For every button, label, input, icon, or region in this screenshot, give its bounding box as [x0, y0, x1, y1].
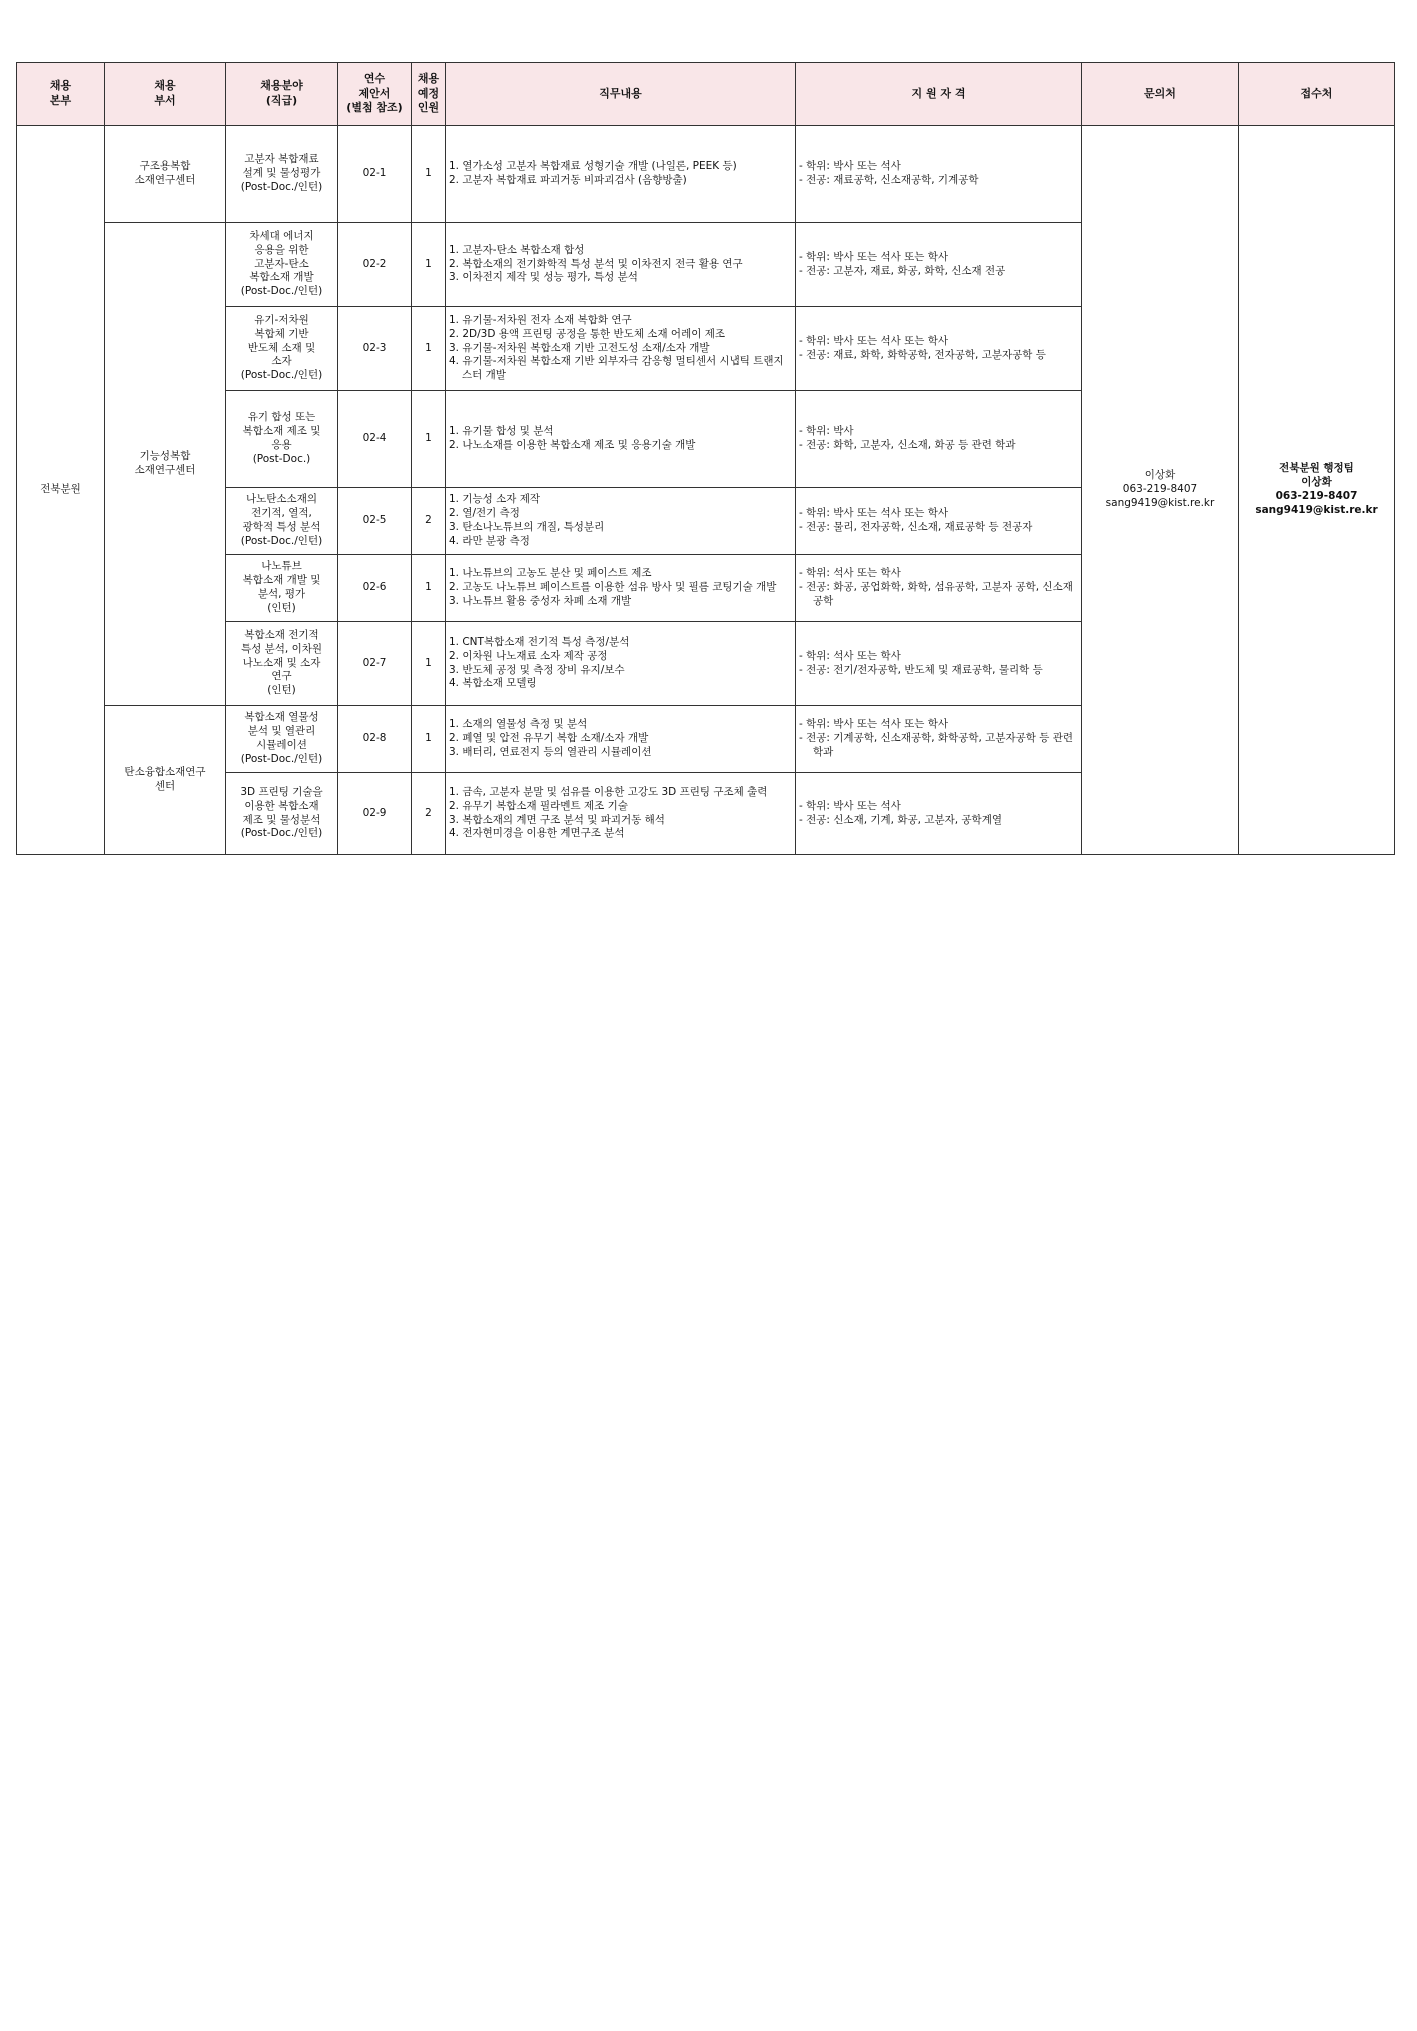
- duties-cell: 1. 나노튜브의 고농도 분산 및 페이스트 제조 2. 고농도 나노튜브 페이스트를 이용한 섬유 방사 및 필름 코팅기술 개발 3. 나노튜브 활용 중성자 차폐 소재 개발: [446, 555, 796, 622]
- count-cell: 1: [412, 555, 446, 622]
- field-cell: 유기 합성 또는 복합소재 제조 및 응용 (Post-Doc.): [226, 391, 338, 488]
- field-cell: 복합소재 전기적 특성 분석, 이차원 나노소재 및 소자 연구 (인턴): [226, 622, 338, 706]
- duties-cell: 1. 유기물 합성 및 분석 2. 나노소재를 이용한 복합소재 제조 및 응용기술 개발: [446, 391, 796, 488]
- department-cell: 탄소융합소재연구 센터: [105, 706, 226, 855]
- header-headcount: 채용 예정 인원: [412, 63, 446, 126]
- field-cell: 나노튜브 복합소재 개발 및 분석, 평가 (인턴): [226, 555, 338, 622]
- field-cell: 나노탄소소재의 전기적, 열적, 광학적 특성 분석 (Post-Doc./인턴): [226, 488, 338, 555]
- qualifications-cell: - 학위: 박사 또는 석사 또는 학사 - 전공: 재료, 화학, 화학공학, 전자공학, 고분자공학 등: [796, 307, 1082, 391]
- header-row: [17, 63, 1395, 126]
- field-cell: 고분자 복합재료 설계 및 물성평가 (Post-Doc./인턴): [226, 126, 338, 223]
- header-duties: 직무내용: [446, 63, 796, 126]
- count-cell: 1: [412, 391, 446, 488]
- qualifications-cell: - 학위: 박사 또는 석사 - 전공: 신소재, 기계, 화공, 고분자, 공학계열: [796, 773, 1082, 855]
- code-cell: 02-7: [338, 622, 412, 706]
- count-cell: 2: [412, 488, 446, 555]
- contact-cell: 이상화 063-219-8407 sang9419@kist.re.kr: [1082, 126, 1239, 855]
- code-cell: 02-6: [338, 555, 412, 622]
- code-cell: 02-9: [338, 773, 412, 855]
- count-cell: 1: [412, 706, 446, 773]
- duties-cell: 1. 고분자-탄소 복합소재 합성 2. 복합소재의 전기화학적 특성 분석 및 이차전지 전극 활용 연구 3. 이차전지 제작 및 성능 평가, 특성 분석: [446, 223, 796, 307]
- count-cell: 1: [412, 622, 446, 706]
- recruitment-table: [16, 62, 1395, 855]
- qualifications-cell: - 학위: 박사 또는 석사 - 전공: 재료공학, 신소재공학, 기계공학: [796, 126, 1082, 223]
- code-cell: 02-8: [338, 706, 412, 773]
- duties-cell: 1. 열가소성 고분자 복합재료 성형기술 개발 (나일론, PEEK 등) 2. 고분자 복합재료 파괴거동 비파괴검사 (음향방출): [446, 126, 796, 223]
- qualifications-cell: - 학위: 박사 또는 석사 또는 학사 - 전공: 물리, 전자공학, 신소재, 재료공학 등 전공자: [796, 488, 1082, 555]
- qualifications-cell: - 학위: 박사 또는 석사 또는 학사 - 전공: 기계공학, 신소재공학, 화학공학, 고분자공학 등 관련학과: [796, 706, 1082, 773]
- duties-cell: 1. 금속, 고분자 분말 및 섬유를 이용한 고강도 3D 프린팅 구조체 출력 2. 유무기 복합소재 필라멘트 제조 기술 3. 복합소재의 계면 구조 분석 및 파괴거동 해석 4. 전자현미경을 이용한 계면구조 분석: [446, 773, 796, 855]
- header-qualifications: 지 원 자 격: [796, 63, 1082, 126]
- header-department: 채용 부서: [105, 63, 226, 126]
- duties-cell: 1. CNT복합소재 전기적 특성 측정/분석 2. 이차원 나노재료 소자 제작 공정 3. 반도체 공정 및 측정 장비 유지/보수 4. 복합소재 모델링: [446, 622, 796, 706]
- division-cell: 전북분원: [17, 126, 105, 855]
- code-cell: 02-1: [338, 126, 412, 223]
- header-reception: 접수처: [1239, 63, 1395, 126]
- qualifications-cell: - 학위: 석사 또는 학사 - 전공: 화공, 공업화학, 화학, 섬유공학, 고분자 공학, 신소재공학: [796, 555, 1082, 622]
- field-cell: 복합소재 열물성 분석 및 열관리 시뮬레이션 (Post-Doc./인턴): [226, 706, 338, 773]
- qualifications-cell: - 학위: 박사 또는 석사 또는 학사 - 전공: 고분자, 재료, 화공, 화학, 신소재 전공: [796, 223, 1082, 307]
- field-cell: 유기-저차원 복합체 기반 반도체 소재 및 소자 (Post-Doc./인턴): [226, 307, 338, 391]
- qualifications-cell: - 학위: 석사 또는 학사 - 전공: 전기/전자공학, 반도체 및 재료공학, 물리학 등: [796, 622, 1082, 706]
- code-cell: 02-3: [338, 307, 412, 391]
- code-cell: 02-2: [338, 223, 412, 307]
- duties-cell: 1. 기능성 소자 제작 2. 열/전기 측정 3. 탄소나노튜브의 개질, 특성분리 4. 라만 분광 측정: [446, 488, 796, 555]
- qualifications-cell: - 학위: 박사 - 전공: 화학, 고분자, 신소재, 화공 등 관련 학과: [796, 391, 1082, 488]
- table-row: [17, 126, 1395, 223]
- count-cell: 1: [412, 126, 446, 223]
- code-cell: 02-5: [338, 488, 412, 555]
- reception-cell: 전북분원 행정팀 이상화 063-219-8407 sang9419@kist.re.kr: [1239, 126, 1395, 855]
- field-cell: 차세대 에너지 응용을 위한 고분자-탄소 복합소재 개발 (Post-Doc./인턴): [226, 223, 338, 307]
- header-field: 채용분야 (직급): [226, 63, 338, 126]
- department-cell: 기능성복합 소재연구센터: [105, 223, 226, 706]
- department-cell: 구조용복합 소재연구센터: [105, 126, 226, 223]
- count-cell: 1: [412, 307, 446, 391]
- header-contact: 문의처: [1082, 63, 1239, 126]
- header-proposal: 연수 제안서 (별첨 참조): [338, 63, 412, 126]
- duties-cell: 1. 소재의 열물성 측정 및 분석 2. 폐열 및 압전 유무기 복합 소재/소자 개발 3. 배터리, 연료전지 등의 열관리 시뮬레이션: [446, 706, 796, 773]
- code-cell: 02-4: [338, 391, 412, 488]
- field-cell: 3D 프린팅 기술을 이용한 복합소재 제조 및 물성분석 (Post-Doc./인턴): [226, 773, 338, 855]
- count-cell: 1: [412, 223, 446, 307]
- header-division: 채용 본부: [17, 63, 105, 126]
- duties-cell: 1. 유기물-저차원 전자 소재 복합화 연구 2. 2D/3D 용액 프린팅 공정을 통한 반도체 소재 어레이 제조 3. 유기물-저차원 복합소재 기반 고전도성 소재/소자 개발 4. 유기물-저차원 복합소재 기반 외부자극 감응형 멀티센서 시냅틱 트랜지스터 개발: [446, 307, 796, 391]
- count-cell: 2: [412, 773, 446, 855]
